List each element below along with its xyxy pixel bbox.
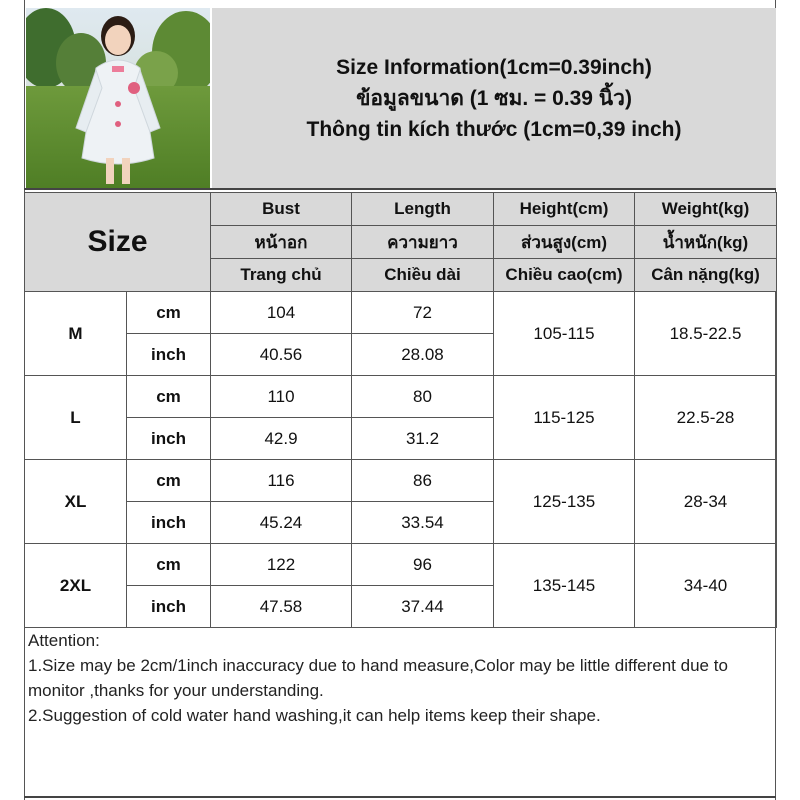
- height-range: 105-115: [494, 292, 635, 376]
- bust-cm: 116: [211, 460, 352, 502]
- col-weight-en: Weight(kg): [635, 193, 777, 226]
- table-row: [25, 460, 777, 502]
- info-title-vi: Thông tin kích thước (1cm=0,39 inch): [306, 117, 682, 141]
- height-range: 135-145: [494, 544, 635, 628]
- size-m: M: [25, 292, 127, 376]
- length-cm: 72: [352, 292, 494, 334]
- size-table: [24, 192, 777, 628]
- bust-inch: 47.58: [211, 586, 352, 628]
- height-range: 115-125: [494, 376, 635, 460]
- bust-inch: 40.56: [211, 334, 352, 376]
- unit-inch: inch: [127, 586, 211, 628]
- col-bust-en: Bust: [211, 193, 352, 226]
- bust-inch: 45.24: [211, 502, 352, 544]
- attention-notes: [28, 628, 770, 728]
- col-weight-vi: Cân nặng(kg): [635, 259, 777, 292]
- size-2xl: 2XL: [25, 544, 127, 628]
- unit-inch: inch: [127, 418, 211, 460]
- bust-inch: 42.9: [211, 418, 352, 460]
- info-title-th: ข้อมูลขนาด (1 ซม. = 0.39 นิ้ว): [356, 86, 632, 110]
- weight-range: 28-34: [635, 460, 777, 544]
- length-inch: 33.54: [352, 502, 494, 544]
- col-bust-vi: Trang chủ: [211, 259, 352, 292]
- weight-range: 34-40: [635, 544, 777, 628]
- weight-range: 22.5-28: [635, 376, 777, 460]
- col-bust-th: หน้าอก: [211, 226, 352, 259]
- attention-title: Attention:: [28, 631, 100, 650]
- bust-cm: 104: [211, 292, 352, 334]
- col-height-en: Height(cm): [494, 193, 635, 226]
- attention-note-2: 2.Suggestion of cold water hand washing,it can help items keep their shape.: [28, 706, 601, 725]
- size-info-panel: [212, 8, 776, 188]
- height-range: 125-135: [494, 460, 635, 544]
- col-weight-th: น้ำหนัก(kg): [635, 226, 777, 259]
- length-cm: 86: [352, 460, 494, 502]
- col-length-vi: Chiều dài: [352, 259, 494, 292]
- unit-inch: inch: [127, 502, 211, 544]
- bust-cm: 122: [211, 544, 352, 586]
- length-cm: 96: [352, 544, 494, 586]
- bottom-border: [24, 796, 776, 798]
- unit-inch: inch: [127, 334, 211, 376]
- col-height-th: ส่วนสูง(cm): [494, 226, 635, 259]
- info-title-en: Size Information(1cm=0.39inch): [336, 55, 652, 79]
- unit-cm: cm: [127, 376, 211, 418]
- unit-cm: cm: [127, 544, 211, 586]
- bust-cm: 110: [211, 376, 352, 418]
- header-section: [24, 8, 776, 190]
- length-inch: 31.2: [352, 418, 494, 460]
- length-cm: 80: [352, 376, 494, 418]
- length-inch: 28.08: [352, 334, 494, 376]
- col-height-vi: Chiều cao(cm): [494, 259, 635, 292]
- table-row: [25, 376, 777, 418]
- size-header: Size: [25, 193, 211, 292]
- size-l: L: [25, 376, 127, 460]
- col-length-en: Length: [352, 193, 494, 226]
- unit-cm: cm: [127, 292, 211, 334]
- table-row: [25, 544, 777, 586]
- length-inch: 37.44: [352, 586, 494, 628]
- weight-range: 18.5-22.5: [635, 292, 777, 376]
- unit-cm: cm: [127, 460, 211, 502]
- product-photo: [26, 8, 210, 188]
- attention-note-1: 1.Size may be 2cm/1inch inaccuracy due to hand measure,Color may be little different due to monitor ,thanks for your understanding.: [28, 656, 728, 700]
- size-xl: XL: [25, 460, 127, 544]
- col-length-th: ความยาว: [352, 226, 494, 259]
- table-row: [25, 292, 777, 334]
